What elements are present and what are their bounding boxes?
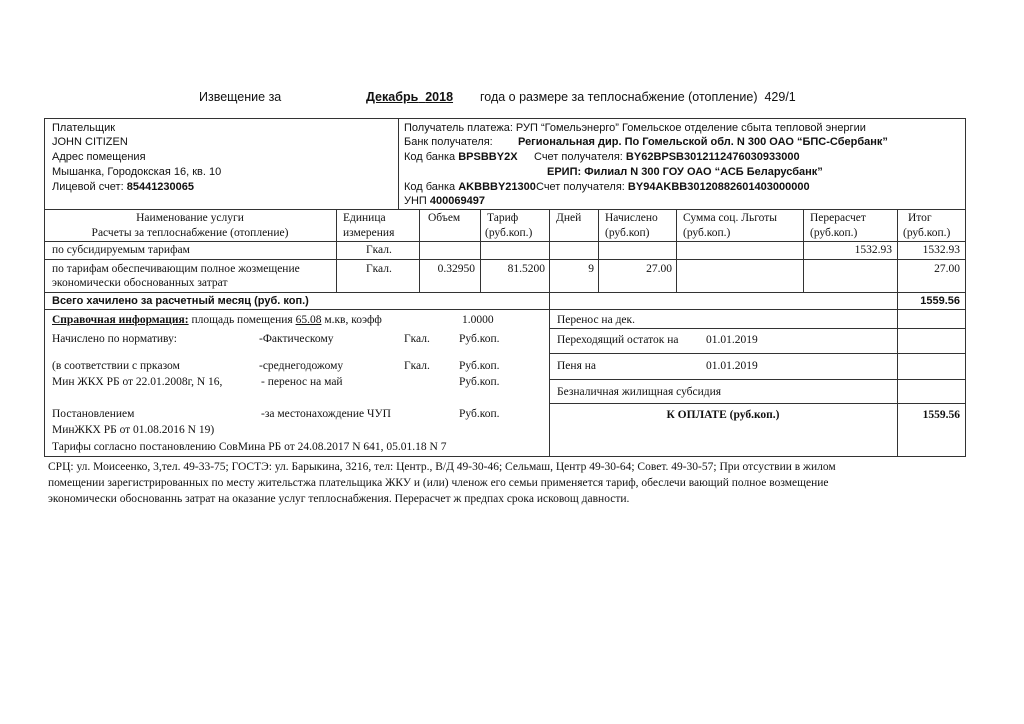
unp-label: УНП — [404, 195, 427, 207]
row2-service-sub: экономически обоснованных затрат — [52, 277, 228, 289]
bank-label: Банк получателя: — [404, 136, 493, 148]
recipient-line: Получатель платежа: РУП “Гомельэнерго” Гомельское отделение сбыта тепловой энергии — [404, 122, 866, 134]
account-number: 85441230065 — [126, 181, 195, 193]
col-header-total-sub: (руб.коп.) — [903, 227, 951, 239]
col-header-volume: Объем — [428, 212, 461, 224]
payer-label: Плательщик — [52, 122, 116, 134]
col-header-benefit: Сумма соц. Льготы — [683, 212, 778, 224]
grid-line — [549, 353, 966, 354]
row2-days: 9 — [588, 263, 594, 275]
notice-subject-text: года о размере за теплоснабжение (отопление) — [480, 90, 758, 104]
ref-l1a: Начислено по нормативу: — [52, 333, 177, 345]
grid-line — [549, 403, 966, 404]
notice-subject — [480, 90, 796, 104]
notice-month: Декабрь — [366, 90, 419, 104]
notice-label: Извещение за — [199, 90, 282, 104]
account-label: Лицевой счет: — [52, 181, 124, 193]
grid-line — [44, 241, 966, 242]
row1-total: 1532.93 — [922, 244, 960, 256]
summary-subsidy: Безналичная жилищная субсидия — [557, 386, 722, 398]
bank-code-line-2 — [404, 180, 536, 195]
ref-l5a: МинЖКХ РБ от 01.08.2016 N 19) — [52, 424, 215, 436]
col-header-charged-sub: (руб.коп) — [605, 227, 650, 239]
topay-label: К ОПЛАТЕ (руб.коп.) — [666, 409, 780, 421]
grid-line — [398, 118, 399, 209]
summary-penalty-label: Пеня на — [557, 360, 596, 372]
grid-line — [44, 309, 966, 310]
row2-unit: Гкал. — [366, 263, 392, 275]
col-header-charged: Начислено — [605, 212, 658, 224]
bank-code-line-1 — [404, 150, 518, 165]
bank-code-1: BPSBBY2X — [458, 151, 518, 163]
ref-l4d: Руб.коп. — [459, 408, 500, 420]
col-header-total: Итог — [908, 212, 932, 224]
bank-code-2: AKBBBY21300 — [458, 181, 536, 193]
account-line-2 — [536, 180, 810, 195]
summary-penalty-date: 01.01.2019 — [706, 360, 758, 372]
summary-balance-date: 01.01.2019 — [706, 334, 758, 346]
col-header-recalc-sub: (руб.коп.) — [810, 227, 858, 239]
reference-area-unit: м.кв, коэфф — [324, 314, 382, 326]
payer-address: Мышанка, Городокская 16, кв. 10 — [52, 166, 222, 178]
unp-line — [404, 194, 485, 209]
reference-title: Справочная информация: — [52, 314, 189, 326]
reference-area-line — [52, 313, 382, 328]
ref-l3a: Мин ЖКХ РБ от 22.01.2008г, N 16, — [52, 376, 223, 388]
ref-l2d: Руб.коп. — [459, 360, 500, 372]
col-header-service-sub: Расчеты за теплоснабжение (отопление) — [91, 227, 289, 239]
ref-l1d: Руб.коп. — [459, 333, 500, 345]
ref-l4b: -за местонахождение ЧУП — [261, 408, 391, 420]
summary-transfer: Перенос на дек. — [557, 314, 635, 326]
recipient-account-2: BY94AKBB30120882601403000000 — [627, 181, 810, 193]
grid-line — [549, 328, 966, 329]
recipient-account-label-2: Счет получателя: — [536, 181, 625, 193]
row1-recalc: 1532.93 — [854, 244, 892, 256]
ref-l2c: Гкал. — [404, 360, 430, 372]
ref-l1c: Гкал. — [404, 333, 430, 345]
grid-line — [549, 379, 966, 380]
row2-total: 27.00 — [934, 263, 960, 275]
sum-label: Всего хачилено за расчетный месяц (руб. коп.) — [52, 295, 309, 307]
ref-l2a: (в соответствии с пркaзом — [52, 360, 180, 372]
footer-line-3: экономически обоснованнь затрат на оказание услуг теплоснабжения. Перерасчет ж предпах срока исковощ давности. — [48, 493, 630, 505]
grid-line — [676, 209, 677, 292]
col-header-tariff: Тариф — [487, 212, 519, 224]
footer-line-1: СРЦ: ул. Моисеенко, 3,тел. 49-33-75; ГОСТЭ: ул. Барыкина, 3216, тел: Центр., В/Д 49-30-46; Сельмаш, Центр 49-30-64; Совет. 49-30-57; При отсуствии в жилом — [48, 461, 836, 473]
recipient-account-1: BY62BPSB3012112476030933000 — [625, 151, 800, 163]
ref-l4a: Постановлением — [52, 408, 135, 420]
grid-line — [480, 209, 481, 292]
grid-line — [44, 209, 966, 210]
bank-code-label-2: Код банка — [404, 181, 456, 193]
unp-number: 400069497 — [429, 195, 485, 207]
ref-tariffs-note: Тарифы согласно постановлению СовМина РБ от 24.08.2017 N 641, 05.01.18 N 7 — [52, 441, 447, 453]
row2-volume: 0.32950 — [437, 263, 475, 275]
sum-value: 1559.56 — [920, 295, 960, 307]
bank-name-1: Региональная дир. По Гомельской обл. N 300 ОАО “БПС-Сбербанк” — [518, 136, 888, 148]
bank-name-2: ЕРИП: Филиал N 300 ГОУ ОАО “АСБ Беларусбанк” — [547, 166, 823, 178]
address-label: Адрес помещения — [52, 151, 146, 163]
grid-line — [419, 209, 420, 292]
notice-year: 2018 — [425, 90, 454, 104]
recipient-account-label-1: Счет получателя: — [534, 151, 623, 163]
col-header-service: Наименование услуги — [136, 212, 244, 224]
reference-coeff: 1.0000 — [462, 314, 494, 326]
col-header-recalc: Перерасчет — [810, 212, 866, 224]
row2-charged: 27.00 — [646, 263, 672, 275]
topay-value: 1559.56 — [922, 409, 960, 421]
col-header-days: Дней — [556, 212, 582, 224]
ref-l1b: -Фактическому — [259, 333, 334, 345]
row1-service: по субсидируемым тарифам — [52, 244, 190, 256]
col-header-unit-sub: измерения — [343, 227, 395, 239]
summary-balance-label: Переходящий остаток на — [557, 334, 679, 346]
bank-code-label-1: Код банка — [404, 151, 456, 163]
footer-line-2: помещении зарегистрированных по месту жительстжа плательщика ЖКУ и (или) членож его семьи применяется тариф, обеслечи вающий полное возмещение — [48, 477, 829, 489]
payer-name: JOHN CITIZEN — [52, 136, 128, 148]
ref-l3b: - перенос на май — [261, 376, 343, 388]
row1-unit: Гкал. — [366, 244, 392, 256]
grid-line — [44, 259, 966, 260]
account-line — [52, 180, 194, 195]
col-header-unit: Единица — [343, 212, 386, 224]
reference-area: 65.08 — [295, 314, 322, 326]
col-header-tariff-sub: (руб.коп.) — [485, 227, 533, 239]
ref-l3d: Руб.коп. — [459, 376, 500, 388]
notice-number: 429/1 — [764, 90, 796, 104]
grid-line — [336, 209, 337, 292]
row2-tariff: 81.5200 — [507, 263, 545, 275]
reference-area-text: площадь помещения — [191, 314, 293, 326]
ref-l2b: -среднегодожому — [259, 360, 344, 372]
grid-line — [598, 209, 599, 292]
col-header-benefit-sub: (руб.коп.) — [683, 227, 731, 239]
grid-line — [44, 292, 966, 293]
account-line-1 — [534, 150, 800, 165]
row2-service: по тарифам обеспечивающим полное жозмещение — [52, 263, 300, 275]
notice-period — [366, 90, 453, 104]
